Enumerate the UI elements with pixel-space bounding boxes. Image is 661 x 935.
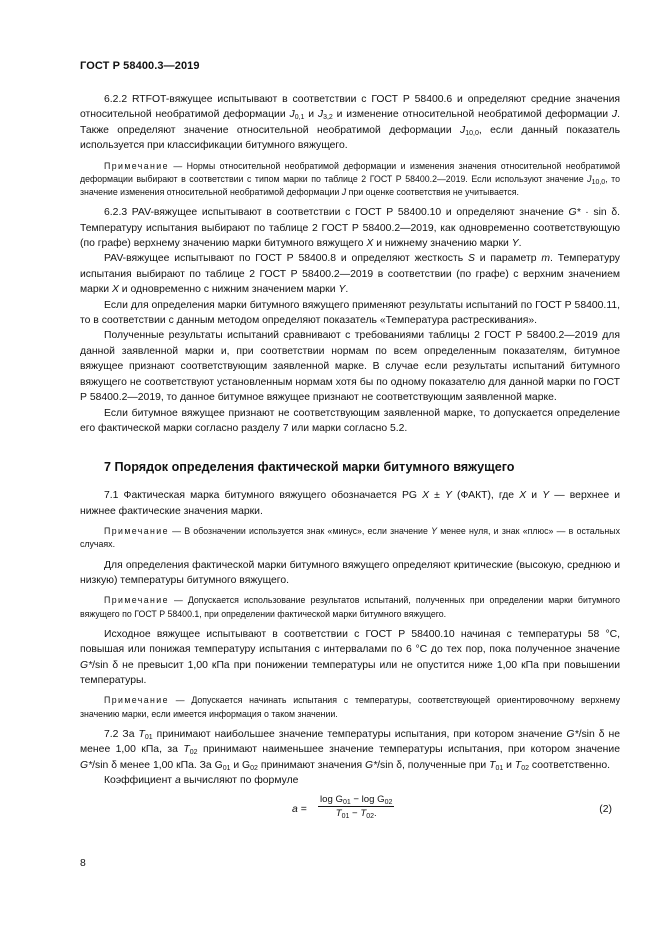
formula-lhs: a = bbox=[292, 804, 307, 816]
document-header: ГОСТ Р 58400.3—2019 bbox=[80, 60, 200, 72]
paragraph-coefficient: Коэффициент a вычисляют по формуле bbox=[104, 775, 299, 787]
note-start-temp: Примечание — Допускается начинать испытания с температуры, соответствующей ориентировочному верхнему значению марки, если имеется информация о таком значении. bbox=[80, 695, 620, 719]
section-7-heading: 7 Порядок определения фактической марки битумного вяжущего bbox=[104, 460, 515, 475]
paragraph-pav: PAV-вяжущее испытывают по ГОСТ Р 58400.8 и определяют жесткость S и параметр m. Температуру испытания выбирают по таблице 2 ГОСТ Р 58400.2—2019 в соответствии (по графе) с верхним значением марки X и одновременно с нижним значением марки Y. bbox=[80, 253, 621, 296]
formula-numerator: $\log G_{01} - \log G_{02}$ bbox=[320, 794, 393, 807]
paragraph-cracking: Если для определения марки битумного вяжущего применяют результаты испытаний по ГОСТ Р 58400.11, то в соответствии с данным методом определяют показатель «Температура растрескивания». bbox=[80, 299, 620, 327]
page-number: 8 bbox=[80, 858, 86, 869]
paragraph-6-2-3: 6.2.3 PAV-вяжущее испытывают в соответствии с ГОСТ Р 58400.10 и определяют значение G* · sin δ. Температуру испытания выбирают по таблице 2 ГОСТ Р 58400.2—2019, как одновременно соответствующую (по графе) верхнему значению марки битумного вяжущего X и нижнему значению марки Y. bbox=[80, 207, 621, 250]
paragraph-if-not-compliant: Если битумное вяжущее признают не соответствующим заявленной марке, то допускается определение его фактической марки согласно разделу 7 или марки согласно 5.2. bbox=[80, 407, 620, 434]
page-body bbox=[80, 92, 620, 830]
formula-denominator: $T_{01} - T_{02}$. bbox=[335, 808, 377, 821]
paragraph-compare: Полученные результаты испытаний сравнивают с требованиями таблицы 2 ГОСТ Р 58400.2—2019 для данной заявленной марки и, при соответствии нормам по всем определенным показателям, битумное вяжущее признают соответствующим заявленной марке. В случае если результаты испытаний битумного вяжущего не соответствуют установленным нормам хотя бы по одному показателю для данной марки по ГОСТ Р 58400.2—2019, то данное битумное вяжущее признают не соответствующим заявленной марке. bbox=[80, 330, 620, 404]
formula-fraction bbox=[318, 794, 394, 819]
note-sign: Примечание — В обозначении используется знак «минус», если значение Y менее нуля, и знак «плюс» — в остальных случаях. bbox=[80, 526, 620, 550]
paragraph-6-2-2: 6.2.2 RTFOT-вяжущее испытывают в соответствии с ГОСТ Р 58400.6 и определяют средние значения относительной необратимой деформации $J_{0,1}$ и $J_{3,2}$ и изменение относительной необратимой деформации J. Также определяют значение относительной необратимой деформации $J_{10,0}$, если данный показатель используется при классификации битумного вяжущего. bbox=[80, 94, 621, 152]
paragraph-7-2: 7.2 За $T_{01}$ принимают наибольшее значение температуры испытания, при котором значение G*/sin δ не менее 1,00 кПа, за $T_{02}$ принимают наименьшее значение температуры испытания, при котором значение G*/sin δ менее 1,00 кПа. За $G_{01}$ и $G_{02}$ принимают значения G*/sin δ, полученные при $T_{01}$ и $T_{02}$ соответственно. bbox=[80, 728, 620, 772]
formula-2 bbox=[80, 794, 620, 830]
paragraph-initial-binder: Исходное вяжущее испытывают в соответствии с ГОСТ Р 58400.10 начиная с температуры 58 °С, повышая или понижая температуру испытания с интервалами по 6 °С до тех пор, пока полученное значение G*/sin δ не превысит 1,00 кПа при понижении температуры или не опустится ниже 1,00 кПа при повышении температуры. bbox=[80, 628, 620, 686]
note-reuse-results: Примечание — Допускается использование результатов испытаний, полученных при определении марки битумного вяжущего по ГОСТ Р 58400.1, при определении фактической марки битумного вяжущего. bbox=[80, 595, 620, 619]
paragraph-7-1: 7.1 Фактическая марка битумного вяжущего обозначается PG X ± Y (ФАКТ), где X и Y — верхнее и нижнее фактические значения марки. bbox=[80, 490, 621, 517]
note-deformation: Примечание — Нормы относительной необратимой деформации и изменения значения относительной необратимой деформации выбирают в соответствии с типом марки по таблице 2 ГОСТ Р 58400.2—2019. Если используют значение $J_{10,0}$, то значение изменения относительной необратимой деформации J при оценке соответствия не учитывается. bbox=[80, 160, 620, 198]
paragraph-critical-temps: Для определения фактической марки битумного вяжущего определяют критические (высокую, среднюю и низкую) температуры битумного вяжущего. bbox=[80, 559, 620, 586]
formula-number: (2) bbox=[599, 804, 612, 816]
